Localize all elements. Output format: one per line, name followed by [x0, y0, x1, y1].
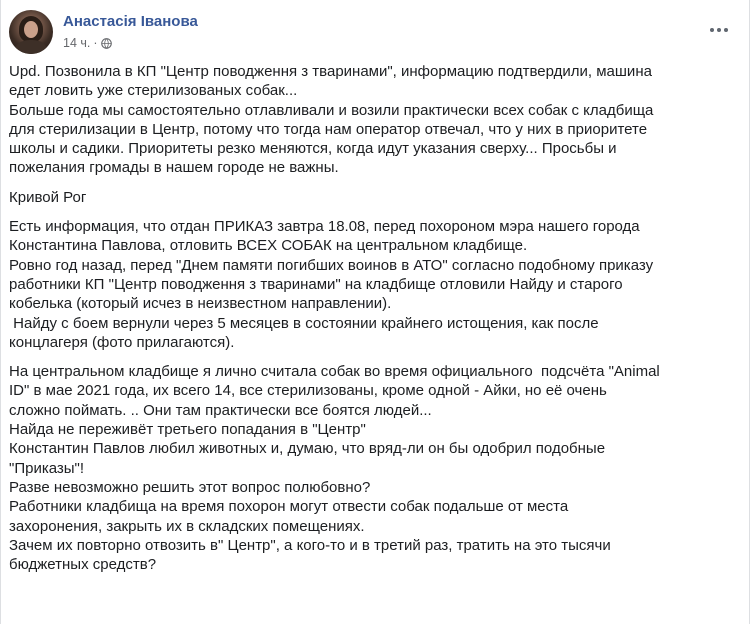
- more-dots-icon: [710, 28, 714, 32]
- post-line: бюджетных средств?: [9, 556, 157, 574]
- post-time[interactable]: 14 ч.: [63, 36, 91, 50]
- paragraph-gap: [9, 207, 739, 217]
- avatar[interactable]: [9, 10, 53, 54]
- globe-icon[interactable]: [101, 38, 112, 49]
- more-dots-icon: [724, 28, 728, 32]
- more-options-button[interactable]: [707, 22, 731, 38]
- post-line: кобелька (который исчез в неизвестном направлении).: [9, 295, 392, 313]
- author-name[interactable]: Анастасія Іванова: [63, 13, 198, 30]
- post-line: Константина Павлова, отловить ВСЕХ СОБАК на центральном кладбище.: [9, 237, 528, 255]
- post-line: "Приказы"!: [9, 459, 85, 477]
- post-line: Найда не переживёт третьего попадания в "Центр": [9, 421, 366, 439]
- post-paragraph: [9, 217, 739, 352]
- post-line: ID" в мае 2021 года, их всего 14, все стерилизованы, кроме одной - Айки, но её очень: [9, 382, 607, 400]
- post-paragraph: [9, 362, 739, 574]
- more-dots-icon: [717, 28, 721, 32]
- meta-separator: ·: [93, 36, 98, 50]
- post-line: захоронения, закрыть их в складских помещениях.: [9, 517, 365, 535]
- post-meta: [63, 36, 112, 50]
- avatar-face: [24, 21, 38, 38]
- post-paragraph: [9, 188, 739, 207]
- post-text: [9, 62, 739, 574]
- post-line: сложно поймать. .. Они там практически все боятся людей...: [9, 401, 432, 419]
- post-line: для стерилизации в Центр, потому что тогда нам оператор отвечал, что у них в приоритете: [9, 120, 648, 138]
- post-line: работники КП "Центр поводження з тваринами" на кладбище отловили Найду и старого: [9, 275, 623, 293]
- paragraph-gap: [9, 178, 739, 188]
- post-line: Кривой Рог: [9, 188, 87, 206]
- post-line: Найду с боем вернули через 5 месяцев в состоянии крайнего истощения, как после: [9, 314, 599, 332]
- paragraph-gap: [9, 352, 739, 362]
- avatar-body: [15, 40, 47, 54]
- post-line: Upd. Позвонила в КП "Центр поводження з тваринами", информацию подтвердили, машина: [9, 63, 652, 80]
- post-line: пожелания громады в нашем городе не важны.: [9, 159, 339, 177]
- post-line: концлагеря (фото прилагаются).: [9, 333, 235, 351]
- post-line: Зачем их повторно отвозить в" Центр", а кого-то и в третий раз, тратить на это тысячи: [9, 536, 611, 554]
- post-line: едет ловить уже стерилизованых собак...: [9, 82, 298, 100]
- post-line: На центральном кладбище я лично считала собак во время официального подсчёта "Animal: [9, 363, 660, 381]
- post-line: школы и садики. Приоритеты резко меняются, когда идут указания сверху... Просьбы и: [9, 140, 617, 158]
- post-header: [9, 8, 741, 58]
- post-line: Разве невозможно решить этот вопрос полюбовно?: [9, 478, 371, 496]
- post-line: Константин Павлов любил животных и, думаю, что вряд-ли он бы одобрил подобные: [9, 440, 606, 458]
- post-line: Работники кладбища на время похорон могут отвести собак подальше от места: [9, 498, 569, 516]
- post-line: Ровно год назад, перед "Днем памяти погибших воинов в АТО" согласно подобному приказу: [9, 256, 654, 274]
- post-line: Больше года мы самостоятельно отлавливали и возили практически всех собак с кладбища: [9, 101, 654, 119]
- post-paragraph: [9, 62, 739, 178]
- post-line: Есть информация, что отдан ПРИКАЗ завтра 18.08, перед похороном мэра нашего города: [9, 218, 640, 236]
